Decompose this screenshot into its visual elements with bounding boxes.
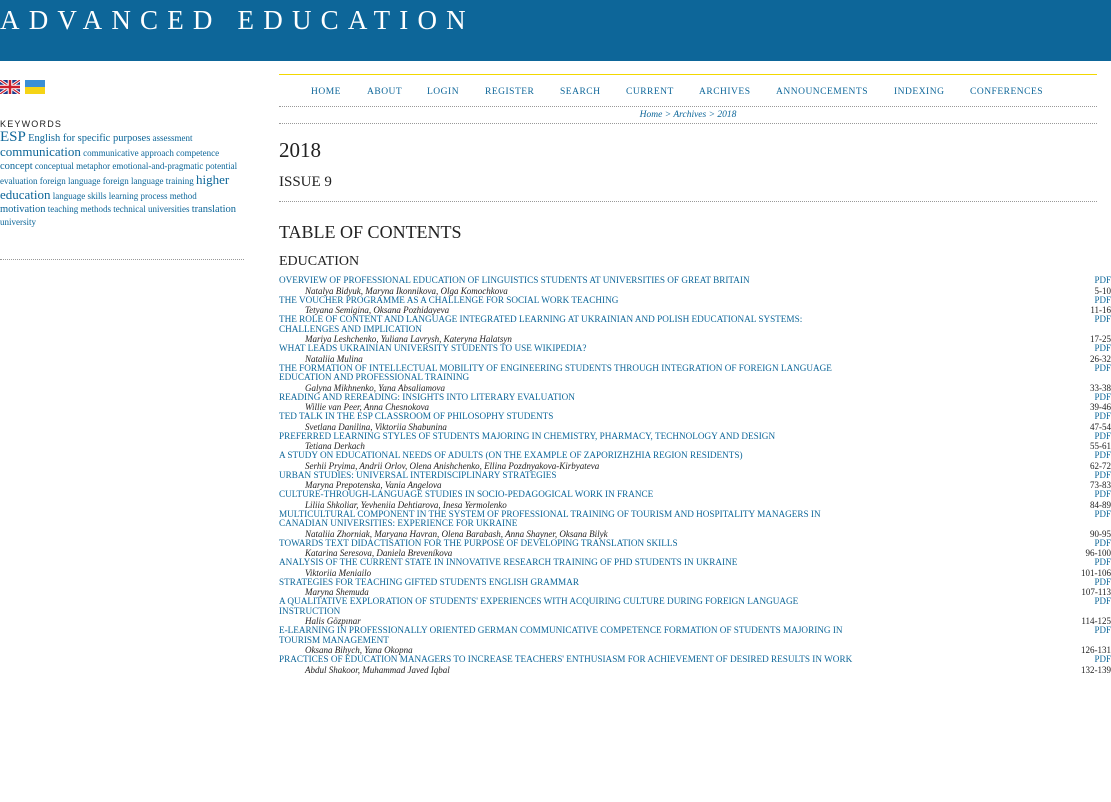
breadcrumb-rule [279, 123, 1097, 124]
article-authors: Nataliia Mulina [305, 353, 363, 364]
article-title-link[interactable]: THE VOUCHER PROGRAMME AS A CHALLENGE FOR SOCIAL WORK TEACHING [279, 294, 619, 305]
article-item [279, 539, 1111, 559]
article-title-link[interactable]: CULTURE-THROUGH-LANGUAGE STUDIES IN SOCIO-PEDAGOGICAL WORK IN FRANCE [279, 489, 654, 499]
nav-about-link[interactable]: ABOUT [367, 87, 403, 97]
keyword-link[interactable]: ESP [0, 129, 26, 145]
article-authors: Willie van Peer, Anna Chesnokova [305, 402, 430, 412]
article-item [279, 490, 1111, 510]
nav-home-link[interactable]: HOME [311, 87, 341, 97]
article-pages: 11-16 [1090, 305, 1111, 315]
article-item [279, 432, 1111, 452]
article-pages: 84-89 [1090, 499, 1111, 510]
keyword-link[interactable]: teaching methods [47, 204, 111, 214]
article-pdf-link[interactable]: PDF [1094, 314, 1111, 324]
article-item [279, 471, 1111, 491]
toc-title: TABLE OF CONTENTS [279, 222, 462, 242]
uk-flag-icon[interactable] [0, 80, 20, 94]
article-pdf-link[interactable]: PDF [1094, 430, 1111, 441]
article-title-link[interactable]: STRATEGIES FOR TEACHING GIFTED STUDENTS ENGLISH GRAMMAR [279, 576, 579, 587]
keyword-link[interactable]: motivation [0, 204, 46, 215]
keyword-link[interactable]: method [169, 191, 197, 201]
article-authors: Liliia Shkoliar, Yevheniia Dehtiarova, Inesa Yermolenko [305, 499, 507, 510]
keyword-link[interactable]: higher education [0, 172, 230, 202]
article-pdf-link[interactable]: PDF [1094, 450, 1111, 460]
article-item [279, 412, 1111, 432]
article-pdf-link[interactable]: PDF [1094, 596, 1111, 606]
article-pages: 114-125 [1081, 616, 1111, 626]
article-pages: 90-95 [1090, 528, 1111, 539]
article-pdf-link[interactable]: PDF [1094, 362, 1111, 373]
article-authors: Abdul Shakoor, Muhammad Javed Iqbal [305, 664, 450, 675]
article-authors: Halis Gözpınar [305, 616, 361, 626]
article-item [279, 344, 1111, 364]
article-list [279, 276, 1111, 675]
keyword-link[interactable]: communication [0, 144, 81, 159]
keyword-link[interactable]: emotional-and-pragmatic potential [112, 161, 238, 171]
article-pdf-link[interactable]: PDF [1094, 489, 1111, 499]
article-pdf-link[interactable]: PDF [1094, 391, 1111, 402]
keyword-link[interactable]: language skills [52, 191, 107, 201]
keyword-link[interactable]: translation [191, 204, 237, 215]
nav-login-link[interactable]: LOGIN [427, 87, 460, 97]
article-title-link[interactable]: WHAT LEADS UKRAINIAN UNIVERSITY STUDENTS TO USE WIKIPEDIA? [279, 343, 587, 353]
sidebar-divider [0, 259, 244, 260]
article-item [279, 578, 1111, 598]
article-title-link[interactable]: URBAN STUDIES: UNIVERSAL INTERDISCIPLINARY STRATEGIES [279, 469, 557, 480]
article-authors: Tetyana Semigina, Oksana Pozhidayeva [305, 305, 450, 315]
article-authors: Tetiana Derkach [305, 441, 365, 451]
article-authors: Katarina Seresova, Daniela Breveníkova [305, 548, 453, 558]
article-authors: Serhii Pryima, Andrii Orlov, Olena Anishchenko, Ellina Pozdnyakova-Kirbyateva [305, 460, 600, 471]
article-pdf-link[interactable]: PDF [1094, 576, 1111, 587]
article-title-link[interactable]: TED TALK IN THE ESP CLASSROOM OF PHILOSOPHY STUDENTS [279, 411, 554, 421]
article-item [279, 510, 1111, 539]
article-item [279, 364, 1111, 393]
nav-announcements-link[interactable]: ANNOUNCEMENTS [776, 87, 868, 97]
article-title-link[interactable]: E-LEARNING IN PROFESSIONALLY ORIENTED GERMAN COMMUNICATIVE COMPETENCE FORMATION OF STUDENTS MAJORING IN TOURISM MANAGEMENT [279, 625, 843, 645]
article-authors: Oksana Bihych, Yana Okopna [305, 645, 413, 655]
article-pdf-link[interactable]: PDF [1094, 557, 1111, 567]
article-title-link[interactable]: A STUDY ON EDUCATIONAL NEEDS OF ADULTS (ON THE EXAMPLE OF ZAPORIZHZHIA REGION RESIDENTS) [279, 450, 743, 460]
article-title-link[interactable]: A QUALITATIVE EXPLORATION OF STUDENTS' EXPERIENCES WITH ACQUIRING CULTURE DURING FOREIGN LANGUAGE INSTRUCTION [279, 596, 799, 616]
article-pages: 39-46 [1090, 402, 1111, 412]
article-item [279, 597, 1111, 626]
article-pages: 17-25 [1090, 334, 1111, 344]
article-title-link[interactable]: OVERVIEW OF PROFESSIONAL EDUCATION OF LINGUISTICS STUDENTS AT UNIVERSITIES OF GREAT BRITAIN [279, 275, 750, 285]
article-title-link[interactable]: READING AND REREADING: INSIGHTS INTO LITERARY EVALUATION [279, 391, 575, 402]
article-pages: 26-32 [1090, 353, 1111, 364]
article-pages: 107-113 [1081, 587, 1111, 597]
breadcrumb-separator: > [708, 110, 716, 120]
keywords-title: KEYWORDS [0, 119, 63, 129]
breadcrumb-archives-link[interactable]: Archives [673, 110, 707, 120]
article-pages: 62-72 [1090, 460, 1111, 471]
breadcrumb-home-link[interactable]: Home [639, 110, 663, 120]
article-item [279, 558, 1111, 578]
nav-top-rule [279, 74, 1097, 75]
breadcrumb-current-link[interactable]: 2018 [717, 110, 737, 120]
article-title-link[interactable]: ANALYSIS OF THE CURRENT STATE IN INNOVATIVE RESEARCH TRAINING OF PHD STUDENTS IN UKRAINE [279, 557, 738, 567]
article-authors: Mariya Leshchenko, Yuliana Lavrysh, Kateryna Halatsyn [305, 334, 512, 344]
article-pages: 73-83 [1090, 480, 1111, 490]
article-pages: 126-131 [1081, 645, 1111, 655]
article-item [279, 655, 1111, 675]
keyword-link[interactable]: conceptual metaphor [34, 161, 111, 171]
article-pdf-link[interactable]: PDF [1094, 625, 1111, 635]
article-title-link[interactable]: PRACTICES OF EDUCATION MANAGERS TO INCREASE TEACHERS' ENTHUSIASM FOR ACHIEVEMENT OF DESIRED RESULTS IN WORK [279, 654, 853, 664]
article-pages: 55-61 [1090, 441, 1111, 451]
breadcrumb-separator: > [664, 110, 672, 120]
keyword-link[interactable]: concept [0, 161, 33, 172]
nav-register-link[interactable]: REGISTER [485, 87, 535, 97]
article-pages: 47-54 [1090, 421, 1111, 432]
article-authors: Maryna Shemuda [305, 587, 369, 597]
nav-conferences-link[interactable]: CONFERENCES [970, 87, 1044, 97]
article-pdf-link[interactable]: PDF [1094, 537, 1111, 548]
article-item [279, 451, 1111, 471]
keyword-link[interactable]: competence [176, 148, 220, 158]
article-title-link[interactable]: PREFERRED LEARNING STYLES OF STUDENTS MAJORING IN CHEMISTRY, PHARMACY, TECHNOLOGY AND DESIGN [279, 430, 776, 441]
article-pdf-link[interactable]: PDF [1094, 654, 1111, 664]
article-authors: Nataliia Zhorniak, Maryana Havran, Olena Barabash, Anna Shayner, Oksana Bilyk [305, 528, 608, 539]
article-pdf-link[interactable]: PDF [1094, 294, 1111, 305]
sidebar [0, 76, 244, 227]
article-pdf-link[interactable]: PDF [1094, 508, 1111, 519]
keyword-link[interactable]: technical universities [113, 204, 190, 214]
site-header [0, 0, 1111, 61]
article-pdf-link[interactable]: PDF [1094, 411, 1111, 421]
keyword-link[interactable]: university [0, 217, 36, 227]
article-pages: 96-100 [1085, 548, 1111, 558]
nav-archives-link[interactable]: ARCHIVES [699, 87, 751, 97]
article-item [279, 276, 1111, 296]
article-pdf-link[interactable]: PDF [1094, 469, 1111, 480]
issue-rule [279, 201, 1097, 202]
keyword-link[interactable]: assessment [152, 133, 193, 143]
nav-search-link[interactable]: SEARCH [560, 87, 601, 97]
keyword-link[interactable]: foreign language [39, 176, 101, 186]
article-pages: 5-10 [1094, 285, 1111, 296]
main-navigation [279, 87, 1097, 101]
site-title[interactable]: ADVANCED EDUCATION [0, 5, 475, 35]
article-item [279, 315, 1111, 344]
breadcrumb [279, 110, 1097, 120]
article-item [279, 296, 1111, 316]
article-authors: Svetlana Danilina, Viktoriia Shabunina [305, 421, 447, 432]
article-authors: Galyna Mikhnenko, Yana Absaliamova [305, 382, 445, 393]
article-pages: 101-106 [1081, 567, 1111, 578]
article-pages: 132-139 [1081, 664, 1111, 675]
keyword-link[interactable]: communicative approach [83, 148, 174, 158]
language-switcher [0, 76, 244, 96]
article-title-link[interactable]: MULTICULTURAL COMPONENT IN THE SYSTEM OF PROFESSIONAL TRAINING OF TOURISM AND HOSPITALITY MANAGERS IN CANADIAN UNIVERSITIES: EXPERIENCE FOR UKRAINE [279, 508, 821, 528]
keyword-link[interactable]: foreign language training [102, 176, 194, 186]
article-authors: Natalya Bidyuk, Maryna Ikonnikova, Olga Komochkova [305, 285, 508, 296]
article-item [279, 393, 1111, 413]
article-authors: Maryna Prepotenska, Vania Angelova [305, 480, 442, 490]
article-pdf-link[interactable]: PDF [1094, 343, 1111, 353]
nav-current-link[interactable]: CURRENT [626, 87, 674, 97]
article-item [279, 626, 1111, 655]
keyword-cloud [0, 131, 244, 229]
keyword-link[interactable]: English for specific purposes [28, 133, 151, 144]
article-pdf-link[interactable]: PDF [1094, 275, 1111, 285]
issue-title: ISSUE 9 [279, 174, 332, 190]
article-pages: 33-38 [1090, 382, 1111, 393]
section-title: EDUCATION [279, 254, 360, 269]
nav-indexing-link[interactable]: INDEXING [894, 87, 945, 97]
article-title-link[interactable]: THE FORMATION OF INTELLECTUAL MOBILITY OF ENGINEERING STUDENTS THROUGH INTEGRATION OF FOREIGN LANGUAGE EDUCATION AND PROFESSIONAL TRAINING [279, 362, 832, 382]
article-title-link[interactable]: TOWARDS TEXT DIDACTISATION FOR THE PURPOSE OF DEVELOPING TRANSLATION SKILLS [279, 537, 678, 548]
article-authors: Viktoriia Meniailo [305, 567, 372, 578]
page-title: 2018 [279, 138, 321, 162]
article-title-link[interactable]: THE ROLE OF CONTENT AND LANGUAGE INTEGRATED LEARNING AT UKRAINIAN AND POLISH EDUCATIONAL SYSTEMS: CHALLENGES AND IMPLICATION [279, 314, 803, 334]
keyword-link[interactable]: evaluation [0, 176, 38, 186]
ukraine-flag-icon[interactable] [25, 80, 45, 94]
keyword-link[interactable]: learning process [108, 191, 168, 201]
nav-bottom-rule [279, 106, 1097, 107]
